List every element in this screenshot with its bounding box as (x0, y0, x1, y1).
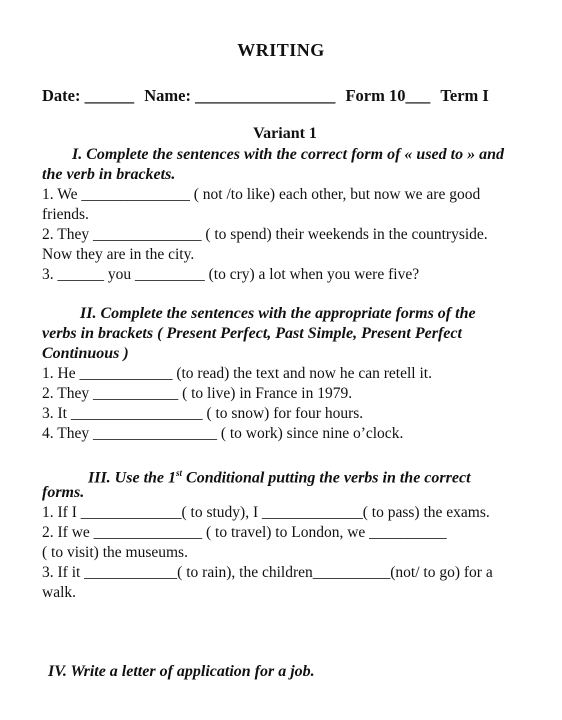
date-field: Date: ______ (42, 86, 135, 105)
section-3-line: 3. If it ____________( to rain), the children__________(not/ to go) for a (42, 564, 493, 581)
term-field: Term I (440, 86, 489, 105)
section-1-line: 2. They ______________ ( to spend) their weekends in the countryside. (42, 226, 488, 243)
page-title: WRITING (237, 40, 325, 60)
section-2-instruction-line-2: verbs in brackets ( Present Perfect, Past Simple, Present Perfect (42, 325, 462, 342)
section-3-instruction-suffix: Conditional putting the verbs in the correct (182, 469, 471, 487)
section-1-line: friends. (42, 206, 89, 223)
section-3-line: 1. If I _____________( to study), I _____________( to pass) the exams. (42, 504, 490, 521)
section-3-instruction-prefix: III. Use the 1 (88, 469, 177, 487)
section-1-line: 1. We ______________ ( not /to like) each other, but now we are good (42, 186, 481, 203)
section-3-line: walk. (42, 584, 77, 601)
section-2-instruction-line-1: II. Complete the sentences with the appropriate forms of the (80, 305, 476, 322)
section-3-line: ( to visit) the museums. (42, 544, 188, 561)
section-1-line: Now they are in the city. (42, 246, 195, 263)
section-2-instruction-line-3: Continuous ) (42, 345, 129, 362)
section-3-instruction-line-1 (88, 463, 471, 488)
form-field: Form 10___ (345, 86, 431, 105)
section-1-instruction-line-2: the verb in brackets. (42, 166, 176, 183)
ordinal-suffix: st (176, 468, 183, 478)
section-3-line: 2. If we ______________ ( to travel) to London, we __________ (42, 524, 447, 541)
name-field: Name: _________________ (144, 86, 336, 105)
section-2-line: 3. It _________________ ( to snow) for four hours. (42, 405, 364, 422)
section-3-instruction-line-2: forms. (42, 484, 85, 501)
section-1-instruction-line-1: I. Complete the sentences with the correct form of « used to » and (72, 146, 504, 163)
section-2-line: 1. He ____________ (to read) the text and now he can retell it. (42, 365, 432, 382)
section-4-instruction: IV. Write a letter of application for a job. (48, 663, 315, 680)
variant-heading: Variant 1 (253, 125, 317, 142)
section-2-line: 4. They ________________ ( to work) since nine o’clock. (42, 425, 404, 442)
student-info-line (42, 86, 489, 106)
section-1-line: 3. ______ you _________ (to cry) a lot when you were five? (42, 266, 420, 283)
section-2-line: 2. They ___________ ( to live) in France in 1979. (42, 385, 353, 402)
